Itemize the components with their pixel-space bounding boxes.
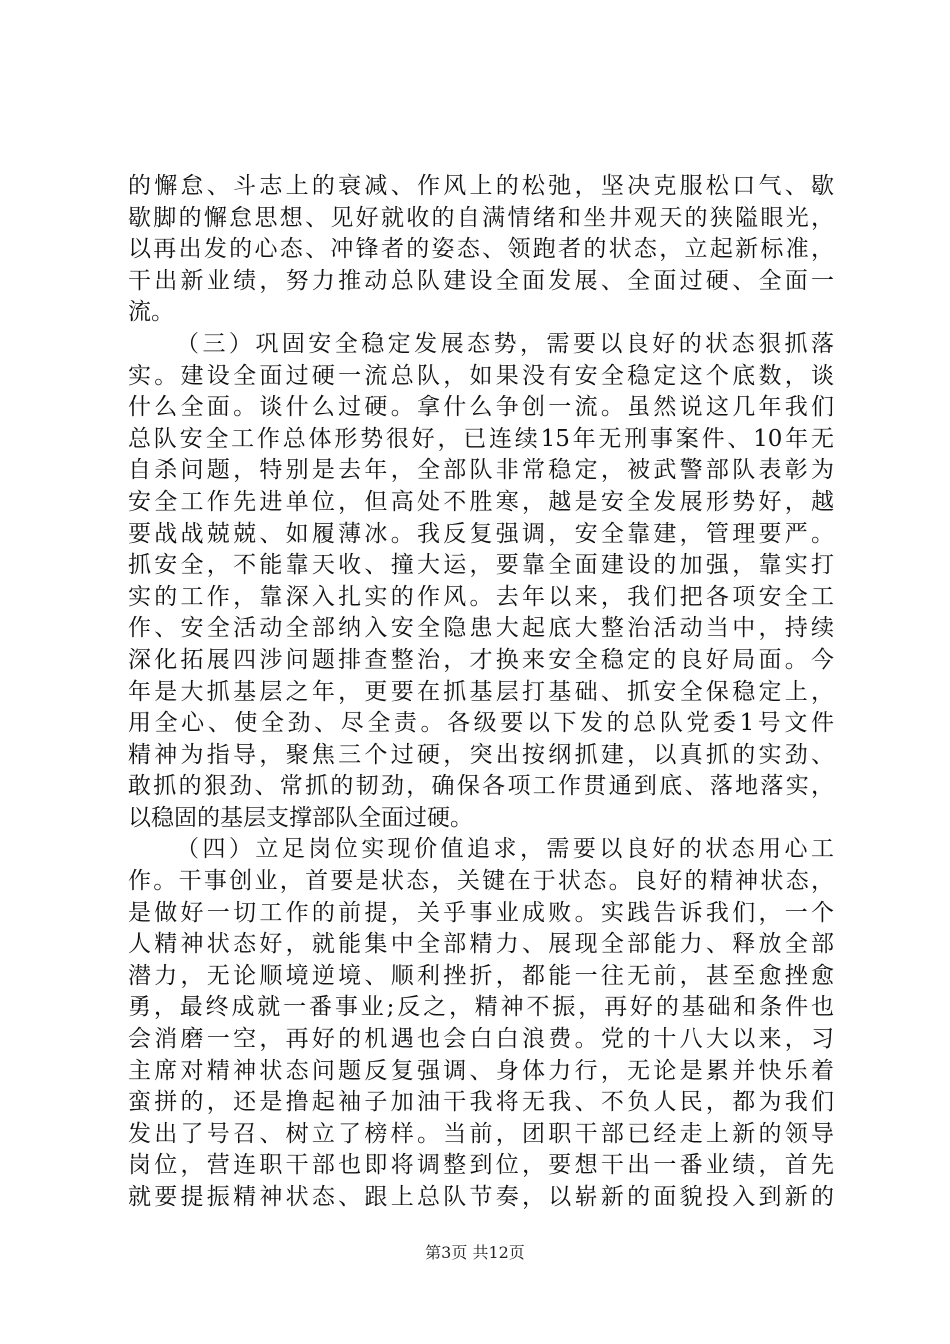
- text-line: 以稳固的基层支撑部队全面过硬。: [128, 804, 473, 831]
- text-line: 作。干事创业，首要是状态，关键在于状态。良好的精神状态，: [128, 868, 834, 895]
- text-line: 就要提振精神状态、跟上总队节奏，以崭新的面貌投入到新的: [128, 1184, 834, 1210]
- text-line: 年是大抓基层之年，更要在抓基层打基础、抓安全保稳定上，: [128, 678, 834, 705]
- text-line: 是做好一切工作的前提，关乎事业成败。实践告诉我们，一个: [128, 899, 834, 926]
- text-line: 勇，最终成就一番事业;反之，精神不振，再好的基础和条件也: [128, 994, 834, 1021]
- text-line: 潜力，无论顺境逆境、顺利挫折，都能一往无前，甚至愈挫愈: [128, 962, 834, 989]
- text-line: 发出了号召、树立了榜样。当前，团职干部已经走上新的领导: [128, 1120, 834, 1147]
- text-line: （四）立足岗位实现价值追求，需要以良好的状态用心工: [176, 836, 834, 863]
- text-line: 岗位，营连职干部也即将调整到位，要想干出一番业绩，首先: [128, 1152, 834, 1179]
- text-line: 抓安全，不能靠天收、撞大运，要靠全面建设的加强，靠实打: [128, 552, 834, 579]
- text-line: 会消磨一空，再好的机遇也会白白浪费。党的十八大以来，习: [128, 1026, 834, 1053]
- text-line: 人精神状态好，就能集中全部精力、展现全部能力、释放全部: [128, 931, 834, 958]
- document-body: [128, 171, 834, 1214]
- text-line: 敢抓的狠劲、常抓的韧劲，确保各项工作贯通到底、落地落实，: [128, 773, 834, 800]
- page-footer: 第3页 共12页: [425, 1243, 525, 1262]
- text-line: 流。: [128, 299, 174, 326]
- text-line: 歇脚的懈怠思想、见好就收的自满情绪和坐井观天的狭隘眼光，: [128, 204, 834, 231]
- text-line: 自杀问题，特别是去年，全部队非常稳定，被武警部队表彰为: [128, 457, 834, 484]
- text-line: 的懈怠、斗志上的衰减、作风上的松弛，坚决克服松口气、歇: [128, 173, 834, 199]
- text-line: 以再出发的心态、冲锋者的姿态、领跑者的状态，立起新标准，: [128, 236, 834, 263]
- text-line: 作、安全活动全部纳入安全隐患大起底大整治活动当中，持续: [128, 615, 834, 642]
- text-line: 干出新业绩，努力推动总队建设全面发展、全面过硬、全面一: [128, 267, 834, 294]
- text-line: 实的工作，靠深入扎实的作风。去年以来，我们把各项安全工: [128, 583, 834, 610]
- text-line: 要战战兢兢、如履薄冰。我反复强调，安全靠建，管理要严。: [128, 520, 834, 547]
- text-line: 深化拓展四涉问题排查整治，才换来安全稳定的良好局面。今: [128, 646, 834, 673]
- text-line: 实。建设全面过硬一流总队，如果没有安全稳定这个底数，谈: [128, 362, 834, 389]
- text-line: 安全工作先进单位，但高处不胜寒，越是安全发展形势好，越: [128, 488, 834, 515]
- text-line: 用全心、使全劲、尽全责。各级要以下发的总队党委1号文件: [128, 710, 834, 737]
- text-line: 总队安全工作总体形势很好，已连续15年无刑事案件、10年无: [128, 425, 834, 452]
- text-line: 精神为指导，聚焦三个过硬，突出按纲抓建，以真抓的实劲、: [128, 741, 834, 768]
- text-line: （三）巩固安全稳定发展态势，需要以良好的状态狠抓落: [176, 330, 834, 357]
- text-line: 什么全面。谈什么过硬。拿什么争创一流。虽然说这几年我们: [128, 394, 834, 421]
- text-line: 主席对精神状态问题反复强调、身体力行，无论是累并快乐着: [128, 1057, 834, 1084]
- text-line: 蛮拼的，还是撸起袖子加油干我将无我、不负人民，都为我们: [128, 1089, 834, 1116]
